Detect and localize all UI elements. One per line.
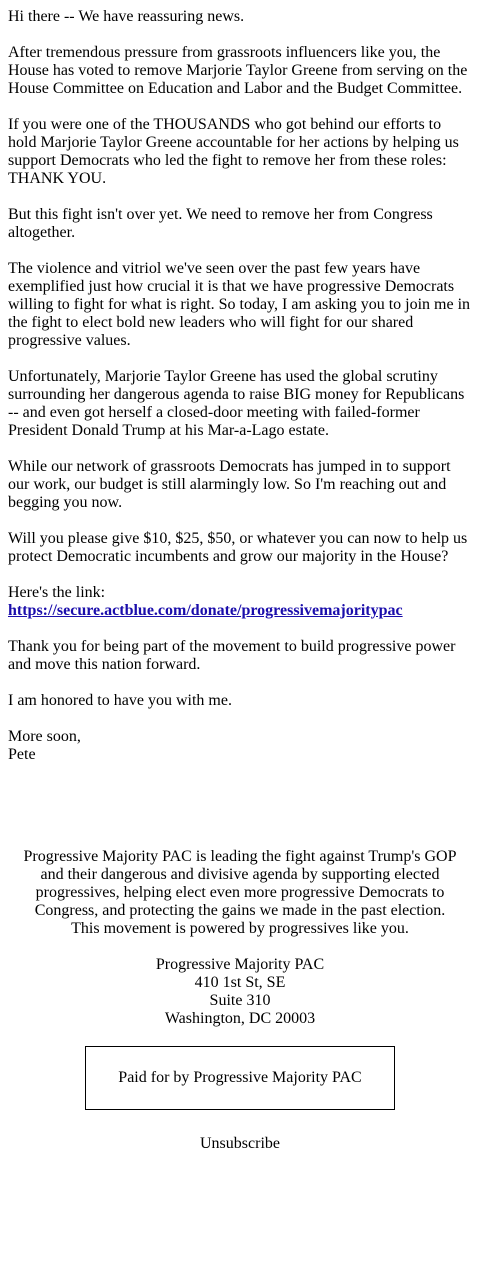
mailing-address — [0, 956, 480, 1028]
donate-link[interactable]: https://secure.actblue.com/donate/progressivemajoritypac — [8, 602, 403, 619]
address-suite: Suite 310 — [209, 992, 271, 1009]
footer-blurb: Progressive Majority PAC is leading the fight against Trump's GOP and their dangerous and divisive agenda by supporting elected progressives, helping elect even more progressive Democrats to Congress, and protecting the gains we made in the past election. This movement is powered by progressives like you. — [23, 848, 457, 937]
paid-for-text: Paid for by Progressive Majority PAC — [118, 1069, 362, 1086]
closing-paragraph-1: Thank you for being part of the movement to build progressive power and move this nation forward. — [8, 638, 456, 673]
link-block — [8, 584, 472, 620]
closing-paragraph-2: I am honored to have you with me. — [8, 692, 232, 709]
paragraph-3: But this fight isn't over yet. We need to remove her from Congress altogether. — [8, 206, 433, 241]
signoff-block — [8, 728, 472, 764]
paragraph-7: Will you please give $10, $25, $50, or whatever you can now to help us protect Democratic incumbents and grow our majority in the House? — [8, 530, 468, 565]
paragraph-6: While our network of grassroots Democrats has jumped in to support our work, our budget is still alarmingly low. So I'm reaching out and begging you now. — [8, 458, 451, 511]
link-intro: Here's the link: — [8, 584, 106, 601]
paid-for-box — [85, 1046, 395, 1110]
paragraph-5: Unfortunately, Marjorie Taylor Greene has used the global scrutiny surrounding her dangerous agenda to raise BIG money for Republicans -- and even got herself a closed-door meeting with failed-former President Donald Trump at his Mar-a-Lago estate. — [8, 368, 465, 439]
email-footer — [0, 848, 480, 1153]
signature: Pete — [8, 746, 36, 763]
paragraph-2: If you were one of the THOUSANDS who got behind our efforts to hold Marjorie Taylor Greene accountable for her actions by helping us support Democrats who led the fight to remove her from these roles: THANK YOU. — [8, 116, 459, 187]
address-name: Progressive Majority PAC — [155, 956, 325, 973]
address-city: Washington, DC 20003 — [164, 1010, 316, 1027]
unsubscribe-link[interactable]: Unsubscribe — [200, 1135, 280, 1152]
paragraph-1: After tremendous pressure from grassroots influencers like you, the House has voted to remove Marjorie Taylor Greene from serving on the House Committee on Education and Labor and the Budget Committee. — [8, 44, 468, 97]
signoff: More soon, — [8, 728, 81, 745]
address-street: 410 1st St, SE — [194, 974, 286, 991]
greeting: Hi there -- We have reassuring news. — [8, 8, 245, 25]
paragraph-4: The violence and vitriol we've seen over the past few years have exemplified just how crucial it is that we have progressive Democrats willing to fight for what is right. So today, I am asking you to join me in the fight to elect bold new leaders who will fight for our shared progressive values. — [8, 260, 471, 349]
